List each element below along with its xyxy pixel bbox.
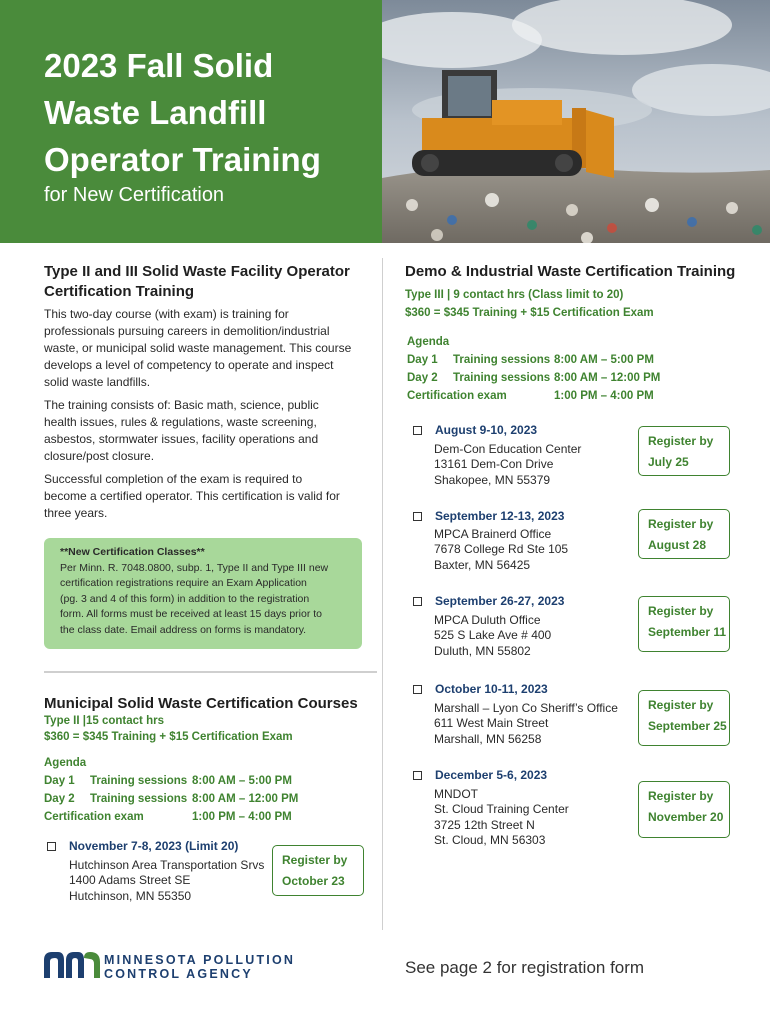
session-checkbox[interactable] bbox=[413, 771, 422, 780]
agenda-row bbox=[44, 772, 298, 790]
note-line: form. All forms must be received at least 15 days prior to bbox=[60, 608, 323, 621]
register-date: August 28 bbox=[648, 538, 707, 552]
location-line: Marshall, MN 56258 bbox=[434, 731, 542, 746]
location-line: St. Cloud, MN 56303 bbox=[434, 833, 546, 848]
agenda-time: 1:00 PM – 4:00 PM bbox=[192, 811, 292, 823]
register-label: Register by bbox=[648, 789, 714, 803]
demo-heading: Demo & Industrial Waste Certification Training bbox=[405, 263, 736, 280]
session-checkbox[interactable] bbox=[413, 512, 422, 521]
agenda-what: Training sessions bbox=[453, 372, 551, 384]
agenda-day: Certification exam bbox=[44, 811, 144, 823]
left-heading bbox=[44, 262, 374, 302]
location-line: 3725 12th Street N bbox=[434, 817, 535, 832]
new-certification-note bbox=[44, 538, 362, 649]
register-by-box bbox=[638, 690, 730, 746]
text-line: develops a level of competency to operate and inspect bbox=[44, 358, 334, 372]
agenda-row bbox=[407, 369, 660, 387]
session-checkbox[interactable] bbox=[413, 426, 422, 435]
location-line: St. Cloud Training Center bbox=[434, 802, 569, 817]
location-line: MPCA Brainerd Office bbox=[434, 527, 552, 541]
session-date: September 12-13, 2023 bbox=[435, 509, 565, 523]
title-line: Waste Landfill bbox=[44, 94, 267, 131]
title-line: 2023 Fall Solid bbox=[44, 47, 274, 84]
register-date: September 25 bbox=[648, 719, 727, 733]
agenda-day: Day 2 bbox=[44, 793, 75, 805]
note-line: (pg. 3 and 4 of this form) in addition to the registration bbox=[60, 592, 310, 605]
register-date: July 25 bbox=[648, 455, 689, 469]
municipal-agenda bbox=[44, 754, 298, 826]
training-contents bbox=[44, 397, 374, 465]
session-location bbox=[434, 613, 551, 659]
session-date: September 26-27, 2023 bbox=[435, 594, 565, 608]
certification-validity bbox=[44, 471, 374, 522]
register-label: Register by bbox=[282, 853, 348, 867]
agenda-time: 8:00 AM – 12:00 PM bbox=[192, 793, 299, 805]
location-line: Shakopee, MN 55379 bbox=[434, 472, 551, 487]
agenda-time: 8:00 AM – 12:00 PM bbox=[554, 372, 661, 384]
agenda-day: Day 2 bbox=[407, 372, 438, 384]
agenda-row bbox=[44, 790, 298, 808]
register-date: September 11 bbox=[648, 625, 727, 639]
page-title bbox=[44, 42, 364, 183]
demo-agenda bbox=[407, 333, 660, 405]
register-label: Register by bbox=[648, 517, 714, 531]
location-line: Hutchinson Area Transportation Srvs bbox=[69, 858, 265, 872]
municipal-heading: Municipal Solid Waste Certification Courses bbox=[44, 695, 358, 712]
session-date: August 9-10, 2023 bbox=[435, 423, 538, 437]
session-checkbox[interactable] bbox=[413, 685, 422, 694]
text-line: health issues, rules & regulations, waste screening, bbox=[44, 415, 317, 429]
text-line: This two-day course (with exam) is training for bbox=[44, 307, 289, 321]
session-location bbox=[434, 787, 569, 849]
agenda-what: Training sessions bbox=[90, 793, 188, 805]
agenda-row bbox=[407, 387, 660, 405]
location-line: Baxter, MN 56425 bbox=[434, 557, 531, 572]
register-label: Register by bbox=[648, 434, 714, 448]
session-date: November 7-8, 2023 (Limit 20) bbox=[69, 839, 239, 853]
agency-name-line: CONTROL AGENCY bbox=[104, 967, 253, 981]
agenda-day: Day 1 bbox=[407, 354, 438, 366]
text-line: solid waste landfills. bbox=[44, 375, 151, 389]
bulldozer-photo bbox=[382, 0, 770, 243]
register-label: Register by bbox=[648, 604, 714, 618]
agenda-what: Training sessions bbox=[453, 354, 551, 366]
session-checkbox[interactable] bbox=[413, 597, 422, 606]
text-line: professionals pursuing careers in demolition/industrial bbox=[44, 324, 330, 338]
note-line: certification registrations require an Exam Application bbox=[60, 577, 307, 590]
text-line: asbestos, stormwater issues, facility operations and bbox=[44, 432, 319, 446]
location-line: Hutchinson, MN 55350 bbox=[69, 888, 192, 903]
agenda-label: Agenda bbox=[44, 757, 87, 769]
location-line: MNDOT bbox=[434, 787, 478, 801]
agenda-time: 8:00 AM – 5:00 PM bbox=[192, 775, 292, 787]
location-line: 1400 Adams Street SE bbox=[69, 873, 191, 888]
register-label: Register by bbox=[648, 698, 714, 712]
text-line: become a certified operator. This certification is valid for bbox=[44, 489, 340, 503]
session-date: December 5-6, 2023 bbox=[435, 768, 548, 782]
register-date: November 20 bbox=[648, 810, 724, 824]
text-line: closure/post closure. bbox=[44, 449, 155, 463]
note-line: Per Minn. R. 7048.0800, subp. 1, Type II and Type III new bbox=[60, 561, 329, 574]
location-line: Dem-Con Education Center bbox=[434, 442, 582, 456]
session-location bbox=[434, 527, 568, 573]
session-location bbox=[69, 858, 264, 904]
agenda-row bbox=[44, 808, 298, 826]
agenda-day: Day 1 bbox=[44, 775, 75, 787]
session-date: October 10-11, 2023 bbox=[435, 682, 548, 696]
heading-line: Type II and III Solid Waste Facility Operator bbox=[44, 263, 350, 280]
register-by-box bbox=[638, 426, 730, 476]
heading-line: Certification Training bbox=[44, 283, 195, 300]
section-divider bbox=[44, 671, 377, 673]
register-by-box bbox=[638, 596, 730, 652]
registration-form-note: See page 2 for registration form bbox=[405, 958, 645, 977]
location-line: 525 S Lake Ave # 400 bbox=[434, 628, 552, 643]
mpca-logo-icon bbox=[44, 952, 100, 983]
text-line: waste, or municipal solid waste management. This course bbox=[44, 341, 352, 355]
agency-name bbox=[104, 953, 295, 981]
agenda-row bbox=[407, 351, 660, 369]
header-banner bbox=[0, 0, 382, 243]
register-by-box bbox=[638, 781, 730, 838]
agenda-time: 8:00 AM – 5:00 PM bbox=[554, 354, 654, 366]
location-line: MPCA Duluth Office bbox=[434, 613, 541, 627]
session-location bbox=[434, 442, 581, 488]
page-subtitle: for New Certification bbox=[44, 184, 225, 206]
session-location bbox=[434, 701, 618, 747]
agenda-time: 1:00 PM – 4:00 PM bbox=[554, 390, 654, 402]
column-divider bbox=[382, 258, 383, 930]
register-by-box bbox=[272, 845, 364, 896]
note-line: the class date. Email address on forms is mandatory. bbox=[60, 623, 307, 636]
location-line: Duluth, MN 55802 bbox=[434, 643, 531, 658]
session-checkbox[interactable] bbox=[47, 842, 56, 851]
location-line: 611 West Main Street bbox=[434, 716, 549, 731]
agency-name-line: MINNESOTA POLLUTION bbox=[104, 953, 296, 967]
text-line: three years. bbox=[44, 506, 108, 520]
demo-type: Type III | 9 contact hrs (Class limit to 20) bbox=[405, 289, 624, 301]
agenda-label: Agenda bbox=[407, 336, 450, 348]
location-line: Marshall – Lyon Co Sheriff’s Office bbox=[434, 701, 618, 715]
municipal-type: Type II |15 contact hrs bbox=[44, 715, 164, 727]
register-date: October 23 bbox=[282, 874, 345, 888]
demo-price: $360 = $345 Training + $15 Certification Exam bbox=[405, 307, 654, 319]
municipal-price: $360 = $345 Training + $15 Certification Exam bbox=[44, 731, 293, 743]
location-line: 13161 Dem-Con Drive bbox=[434, 457, 554, 472]
title-line: Operator Training bbox=[44, 141, 321, 178]
text-line: The training consists of: Basic math, science, public bbox=[44, 398, 319, 412]
text-line: Successful completion of the exam is required to bbox=[44, 472, 303, 486]
location-line: 7678 College Rd Ste 105 bbox=[434, 542, 569, 557]
agenda-what: Training sessions bbox=[90, 775, 188, 787]
course-description bbox=[44, 306, 374, 391]
register-by-box bbox=[638, 509, 730, 559]
note-title: **New Certification Classes** bbox=[60, 546, 205, 558]
agenda-day: Certification exam bbox=[407, 390, 507, 402]
